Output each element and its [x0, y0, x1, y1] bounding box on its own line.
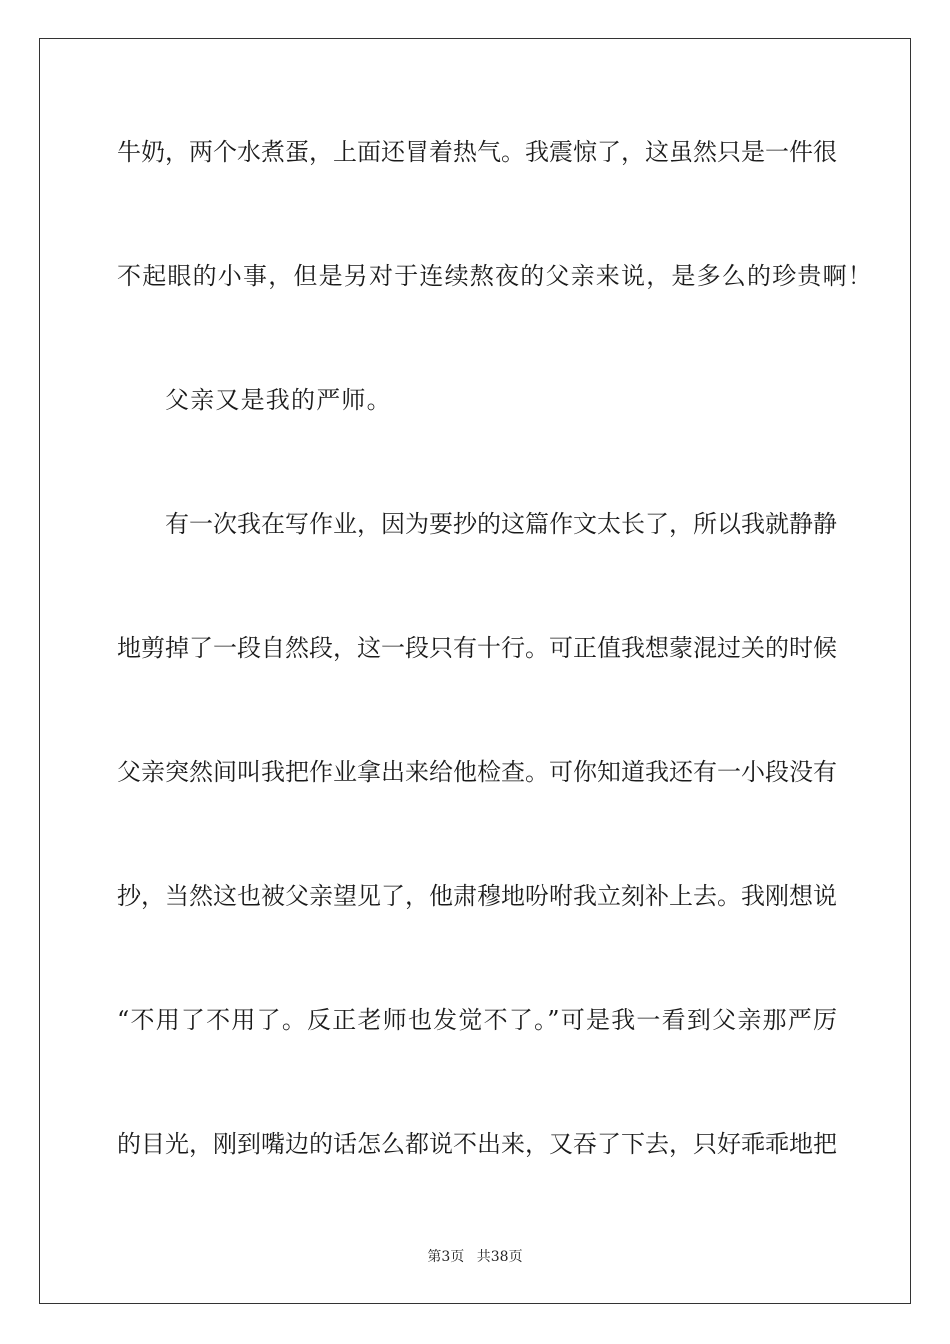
- paragraph-line: 牛奶，两个水煮蛋，上面还冒着热气。我震惊了，这虽然只是一件很: [117, 138, 837, 166]
- page-number: 第3页: [427, 1249, 465, 1265]
- page-total: 共38页: [476, 1249, 523, 1265]
- paragraph-line: “不用了不用了。反正老师也发觉不了。”可是我一看到父亲那严厉: [117, 1006, 837, 1034]
- page-border: [39, 38, 911, 1304]
- paragraph-line: 父亲又是我的严师。: [165, 386, 392, 414]
- paragraph-line: 抄，当然这也被父亲望见了，他肃穆地吩咐我立刻补上去。我刚想说: [117, 882, 837, 910]
- paragraph-line: 地剪掉了一段自然段，这一段只有十行。可正值我想蒙混过关的时候: [117, 634, 837, 662]
- paragraph-line: 父亲突然间叫我把作业拿出来给他检查。可你知道我还有一小段没有: [117, 758, 837, 786]
- paragraph-line: 不起眼的小事，但是另对于连续熬夜的父亲来说，是多么的珍贵啊！: [117, 262, 873, 290]
- paragraph-line: 的目光，刚到嘴边的话怎么都说不出来，又吞了下去，只好乖乖地把: [117, 1130, 837, 1158]
- page-footer: [0, 1248, 950, 1266]
- paragraph-line: 有一次我在写作业，因为要抄的这篇作文太长了，所以我就静静: [165, 510, 837, 538]
